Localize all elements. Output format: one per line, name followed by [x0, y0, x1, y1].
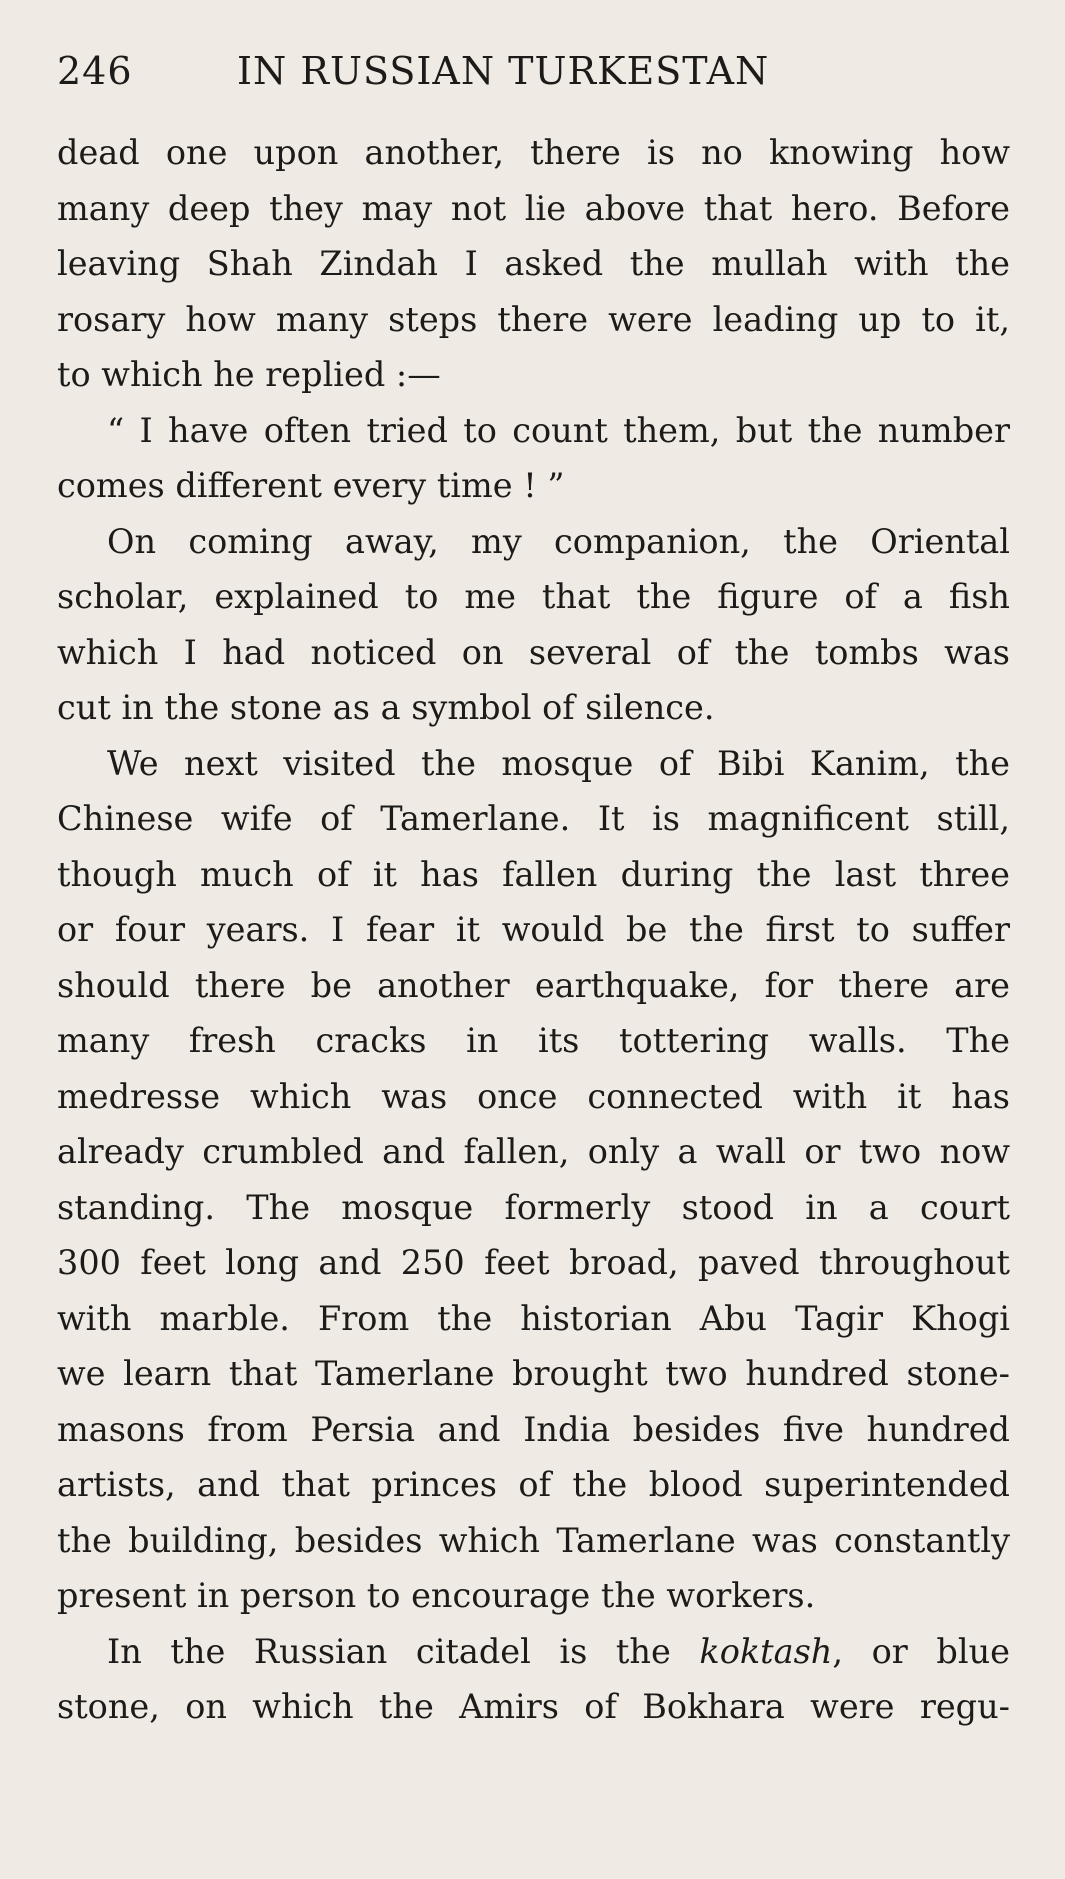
- text-line: standing. The mosque formerly stood in a court: [57, 1187, 1010, 1227]
- body-text: [57, 130, 1010, 1740]
- text-line: we learn that Tamerlane brought two hundred stone-: [57, 1354, 1010, 1393]
- text-line: though much of it has fallen during the last three: [57, 854, 1010, 894]
- koktash-term: koktash: [699, 1631, 833, 1671]
- running-title: IN RUSSIAN TURKESTAN: [237, 49, 770, 93]
- text-line: which I had noticed on several of the tombs was: [57, 632, 1010, 672]
- text-line: “ I have often tried to count them, but the number: [107, 410, 1010, 450]
- text-line: many fresh cracks in its tottering walls. The: [57, 1021, 1010, 1060]
- page-header: [57, 46, 1017, 96]
- text-line: present in person to encourage the workers.: [57, 1576, 816, 1615]
- koktash-line-after: , or blue: [832, 1631, 1010, 1671]
- text-line: to which he replied :—: [57, 355, 441, 394]
- text-line: with marble. From the historian Abu Tagir Khogi: [57, 1298, 1010, 1338]
- text-line: stone, on which the Amirs of Bokhara were regu-: [57, 1687, 1010, 1726]
- text-line: leaving Shah Zindah I asked the mullah with the: [57, 244, 1010, 283]
- text-line: the building, besides which Tamerlane was constantly: [57, 1520, 1010, 1560]
- text-line: masons from Persia and India besides five hundred: [57, 1409, 1010, 1449]
- text-line: scholar, explained to me that the figure of a fish: [57, 577, 1010, 616]
- text-line: On coming away, my companion, the Oriental: [107, 521, 1010, 561]
- text-line: We next visited the mosque of Bibi Kanim, the: [107, 743, 1010, 783]
- text-line: 300 feet long and 250 feet broad, paved throughout: [57, 1243, 1010, 1282]
- text-line: medresse which was once connected with it has: [57, 1076, 1010, 1116]
- text-line-koktash: [57, 1629, 1010, 1685]
- text-line: should there be another earthquake, for there are: [57, 965, 1010, 1005]
- text-line: artists, and that princes of the blood superintended: [57, 1465, 1010, 1504]
- text-line: Chinese wife of Tamerlane. It is magnificent still,: [57, 799, 1010, 838]
- text-line: dead one upon another, there is no knowing how: [57, 133, 1010, 172]
- text-line: many deep they may not lie above that hero. Before: [57, 188, 1010, 228]
- koktash-line-before: In the Russian citadel is the: [107, 1631, 700, 1671]
- text-line: already crumbled and fallen, only a wall or two now: [57, 1132, 1010, 1171]
- text-line: rosary how many steps there were leading up to it,: [57, 299, 1010, 339]
- text-line: cut in the stone as a symbol of silence.: [57, 688, 715, 727]
- page-number: 246: [57, 49, 133, 93]
- text-line: comes different every time ! ”: [57, 466, 565, 505]
- text-line: or four years. I fear it would be the first to suffer: [57, 910, 1010, 949]
